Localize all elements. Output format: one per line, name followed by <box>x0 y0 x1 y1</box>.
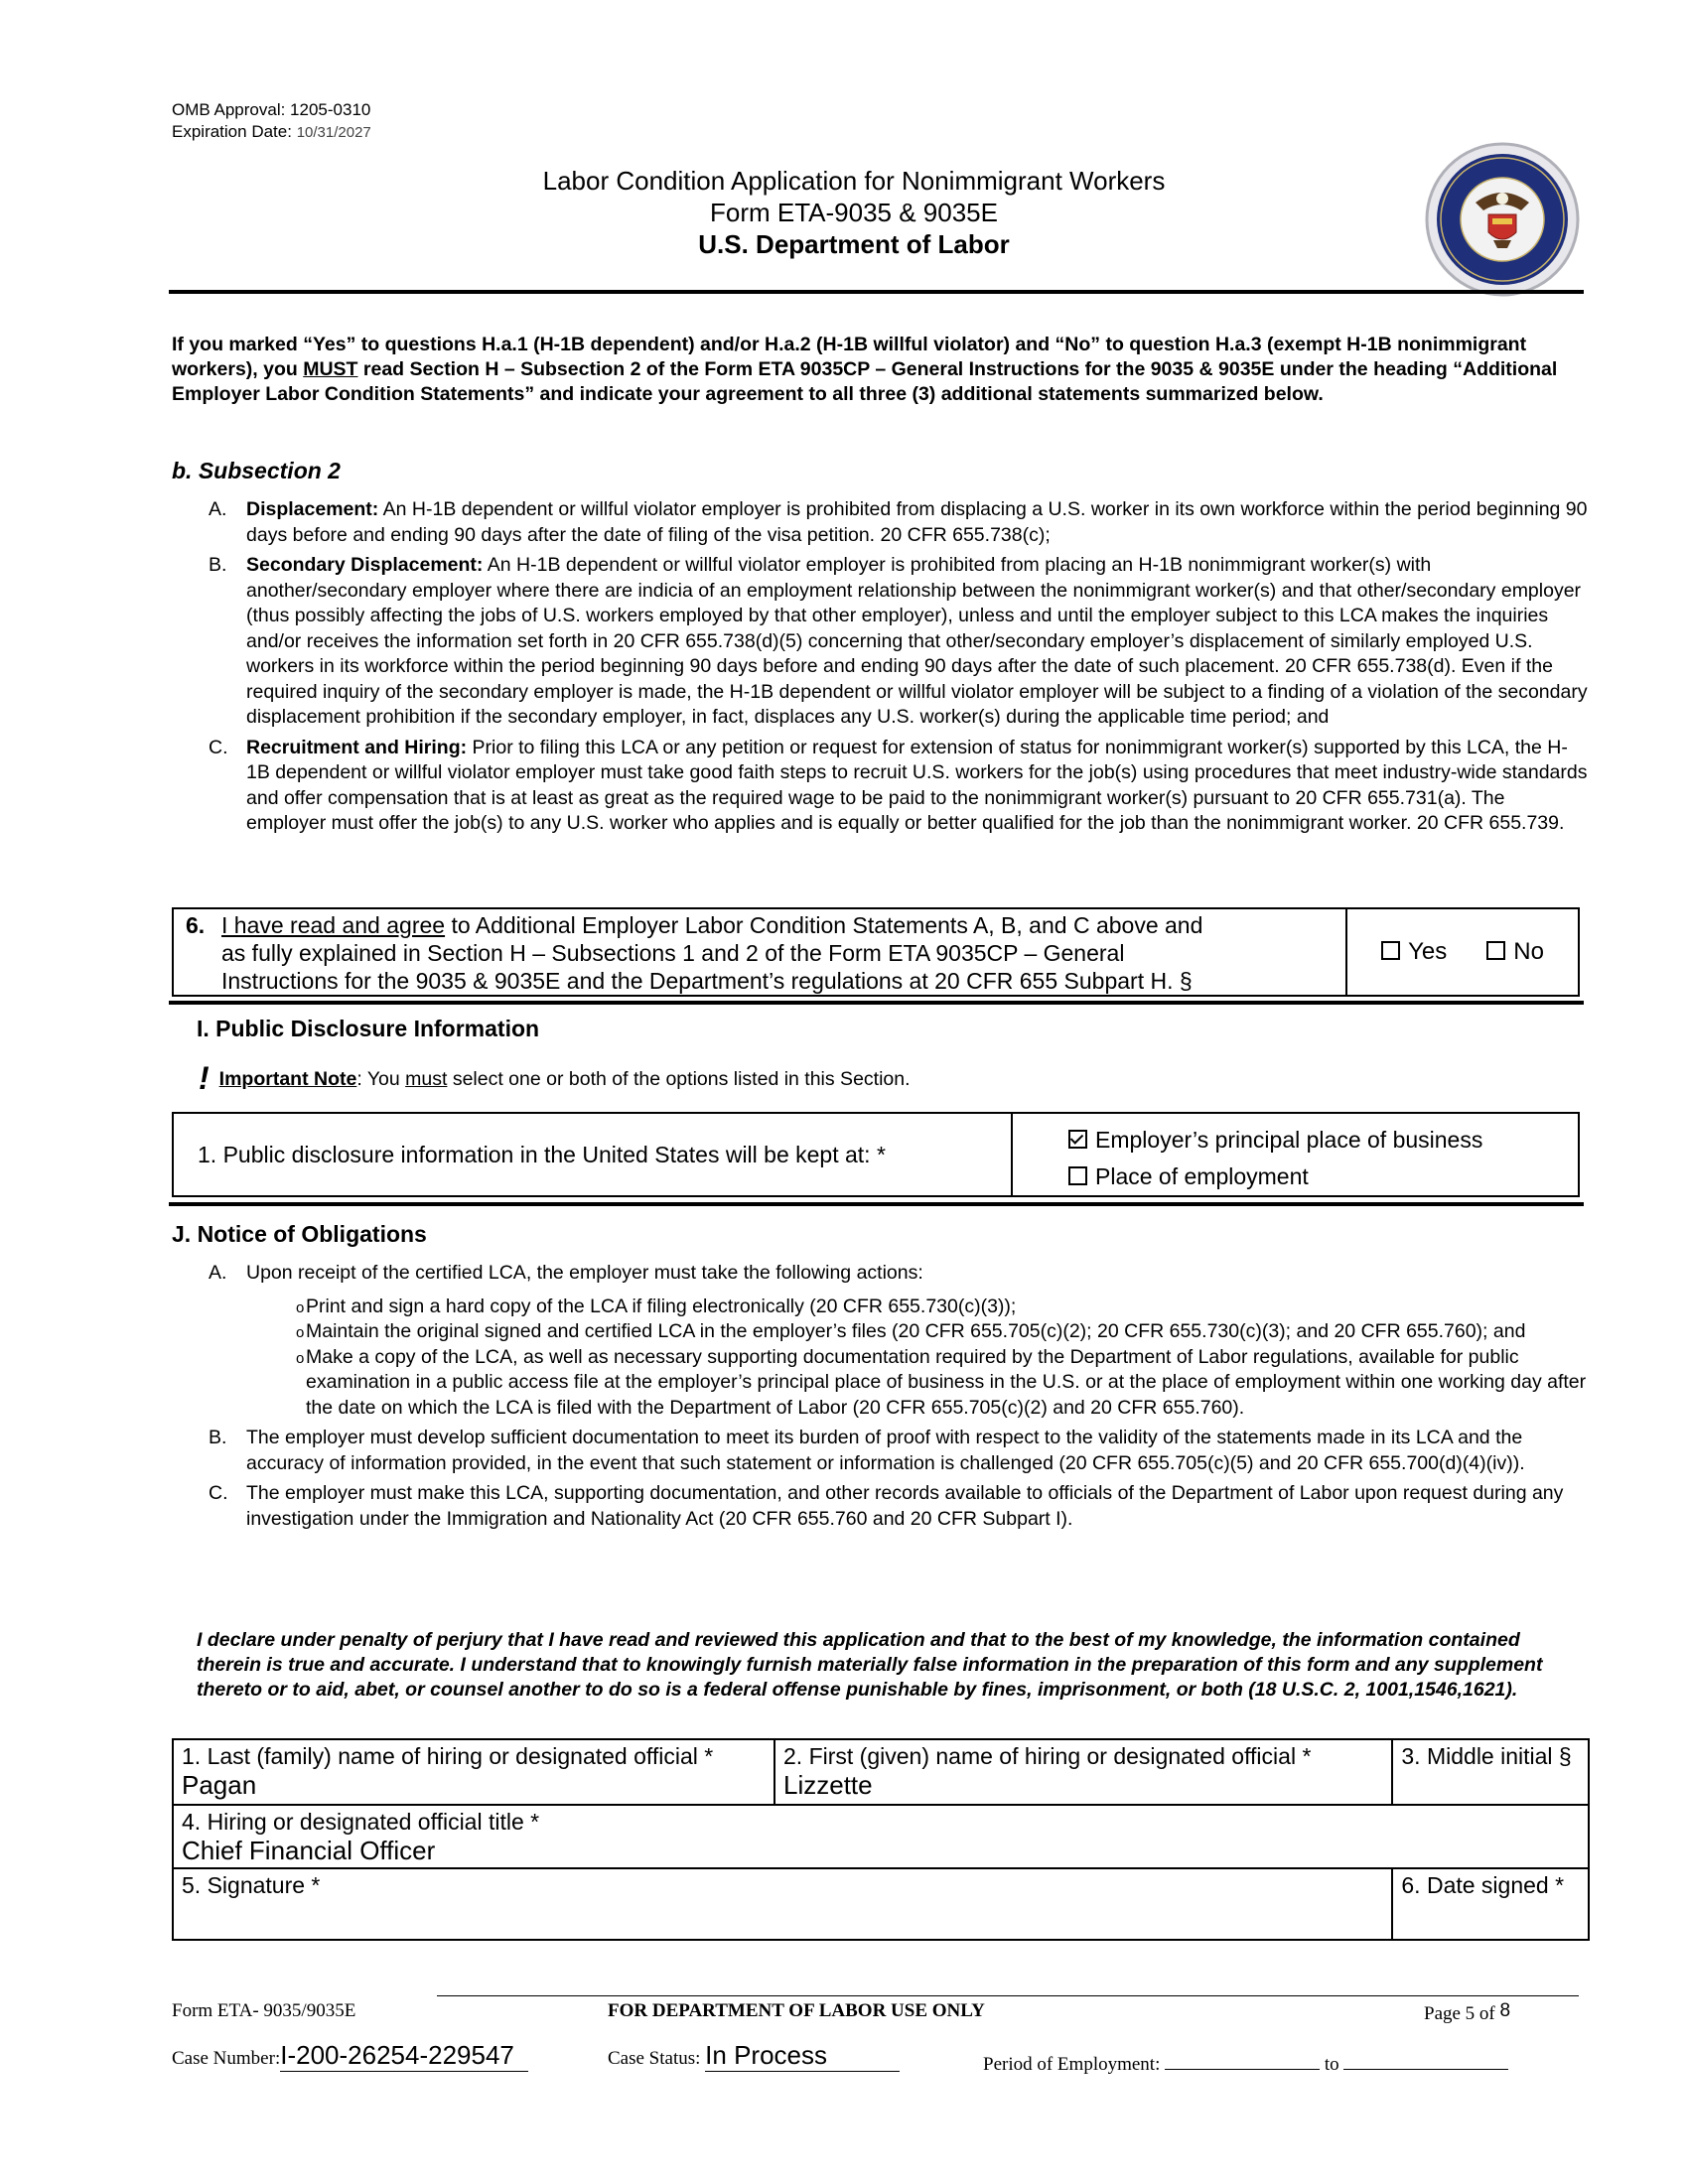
sub-item-text: Maintain the original signed and certified LCA in the employer’s files (20 CFR 655.705(c)(2); 20 CFR 655.730(c)(3); and 20 CFR 655.760); and <box>306 1320 1526 1342</box>
note-text-1: You <box>361 1068 406 1090</box>
important-note-label: Important Note <box>218 1068 357 1090</box>
section-i-heading: I. Public Disclosure Information <box>197 1016 540 1041</box>
list-item <box>209 497 1589 548</box>
period-start-blank[interactable] <box>1165 2051 1320 2070</box>
period-to-label: to <box>1324 2054 1339 2075</box>
item-marker: C. <box>209 736 228 758</box>
item-title: Recruitment and Hiring: <box>246 736 468 758</box>
intro-must: MUST <box>303 358 358 380</box>
page-total: 8 <box>1499 2000 1511 2021</box>
no-checkbox-icon[interactable] <box>1486 941 1505 960</box>
declaration-text: I declare under penalty of perjury that I have read and reviewed this application and that to the best of my knowledge, the information contained therein is true and accurate. I understand that to knowingly furnish materially false information in the preparation of this form and any supplement thereto or to aid, abet, or counsel another to do so is a federal offense punishable by fines, imprisonment, or both (18 U.S.C. 2, 1001,1546,1621). <box>197 1629 1543 1701</box>
q6-line-2: as fully explained in Section H – Subsections 1 and 2 of the Form ETA 9035CP – General <box>221 940 1125 966</box>
principal-place-label: Employer’s principal place of business <box>1095 1127 1483 1153</box>
place-of-employment-checkbox-icon[interactable] <box>1068 1166 1087 1185</box>
item-text: Prior to filing this LCA or any petition or request for extension of status for nonimmigrant worker(s) supported by this LCA, the H-1B dependent or willful violator employer must take good faith steps to recruit U.S. workers for the job(s) using procedures that meet industry-wide standards and offer compensation that is at least as great as the required wage to be paid to the nonimmigrant worker(s) pursuant to 20 CFR 655.731(a). The employer must offer the job(s) to any U.S. worker who applies and is equally or better qualified for the job than the nonimmigrant worker. 20 CFR 655.739. <box>246 736 1588 834</box>
question-6-text <box>173 908 1346 996</box>
yes-checkbox-icon[interactable] <box>1381 941 1400 960</box>
last-name-value: Pagan <box>182 1770 257 1800</box>
item-marker: C. <box>209 1482 228 1504</box>
date-signed-field[interactable]: 6. Date signed * <box>1392 1868 1589 1940</box>
question-6-options <box>1346 908 1579 996</box>
no-label: No <box>1513 938 1544 965</box>
item-marker: A. <box>209 1262 227 1284</box>
intro-text-2: read Section H – Subsection 2 of the Form ETA 9035CP – General Instructions for the 9035 & 9035E under the heading “Additional Employer Labor Condition Statements” and indicate your agreement to all three (3) additional statements summarized below. <box>172 358 1558 405</box>
title-line-2: Form ETA-9035 & 9035E <box>710 198 998 227</box>
section-i-rule <box>169 1001 1584 1005</box>
period-end-blank[interactable] <box>1343 2051 1508 2070</box>
footer-dol-use-only: FOR DEPARTMENT OF LABOR USE ONLY <box>608 2000 985 2021</box>
page-label: Page 5 of <box>1424 2003 1495 2024</box>
intro-instructions <box>172 333 1582 407</box>
bullet-icon: o <box>296 1324 305 1341</box>
expiration-date: 10/31/2027 <box>296 124 371 141</box>
last-name-label: 1. Last (family) name of hiring or designated official * <box>182 1743 714 1769</box>
page-indicator <box>1424 2000 1510 2025</box>
case-number-label: Case Number: <box>172 2048 281 2069</box>
period-of-employment <box>983 2051 1508 2076</box>
item-text: The employer must develop sufficient documentation to meet its burden of proof with respect to the validity of the statements made in its LCA and the accuracy of information provided, in the event that such statement or information is challenged (20 CFR 655.705(c)(5) and 20 CFR 655.700(d)(4)(iv)). <box>246 1427 1525 1474</box>
case-status-value: In Process <box>705 2040 900 2072</box>
list-item <box>209 553 1589 731</box>
case-number <box>172 2040 528 2072</box>
omb-approval: OMB Approval: 1205-0310 <box>172 100 371 119</box>
section-j-heading: J. Notice of Obligations <box>172 1221 427 1247</box>
place-of-employment-label: Place of employment <box>1095 1163 1309 1189</box>
subsection-heading: b. Subsection 2 <box>172 458 341 483</box>
item-text: The employer must make this LCA, supporting documentation, and other records available to officials of the Department of Labor upon request during any investigation under the Immigration and Nationality Act (20 CFR 655.760 and 20 CFR Subpart I). <box>246 1482 1564 1530</box>
principal-place-checkbox-icon[interactable] <box>1068 1130 1087 1149</box>
important-note <box>199 1060 911 1097</box>
note-text-2: select one or both of the options listed in this Section. <box>447 1068 911 1090</box>
period-label: Period of Employment: <box>983 2054 1161 2075</box>
middle-initial-field[interactable] <box>1392 1739 1589 1805</box>
question-6-box <box>172 907 1580 997</box>
question-number: 6. <box>186 912 206 938</box>
yes-option[interactable] <box>1381 938 1447 965</box>
sub-item-text: Make a copy of the LCA, as well as necessary supporting documentation required by the Department of Labor regulations, available for public examination in a public access file at the employer’s principal place of business in the U.S. or at the place of employment within one working day after the date on which the LCA is filed with the Department of Labor (20 CFR 655.705(c)(2) and 20 CFR 655.760). <box>306 1345 1587 1419</box>
principal-place-option[interactable] <box>1068 1122 1578 1159</box>
q6-line-1: to Additional Employer Labor Condition Statements A, B, and C above and <box>445 912 1203 938</box>
bullet-icon: o <box>296 1298 305 1316</box>
list-item <box>209 1345 1589 1422</box>
section-j-rule <box>169 1202 1584 1206</box>
case-status-label: Case Status: <box>608 2048 701 2069</box>
expiration-label: Expiration Date: <box>172 122 292 141</box>
item-text: Upon receipt of the certified LCA, the employer must take the following actions: <box>246 1262 923 1284</box>
title-line-3: U.S. Department of Labor <box>698 229 1010 259</box>
yes-label: Yes <box>1408 938 1448 965</box>
list-item <box>209 736 1589 837</box>
footer-rule <box>437 1995 1579 1996</box>
last-name-field[interactable] <box>173 1739 774 1805</box>
bullet-icon: o <box>296 1349 305 1367</box>
first-name-field[interactable] <box>774 1739 1392 1805</box>
signature-table <box>172 1738 1590 1941</box>
intro-text-1: If you marked “Yes” to questions H.a.1 (H-1B dependent) and/or H.a.2 (H-1B willful violator) and “No” to question H.a.3 (exempt H-1B nonimmigrant workers), you <box>172 334 1527 380</box>
public-disclosure-box <box>172 1112 1580 1197</box>
official-title-value: Chief Financial Officer <box>182 1836 436 1865</box>
signature-field[interactable]: 5. Signature * <box>173 1868 1392 1940</box>
first-name-value: Lizzette <box>783 1770 873 1800</box>
item-text: An H-1B dependent or willful violator employer is prohibited from displacing a U.S. worker in its own workforce within the period beginning 90 days before and ending 90 days after the date of filing of the visa petition. 20 CFR 655.738(c); <box>246 498 1588 546</box>
item-marker: A. <box>209 498 227 520</box>
sub-item-text: Print and sign a hard copy of the LCA if filing electronically (20 CFR 655.730(c)(3)); <box>306 1295 1017 1317</box>
place-of-employment-option[interactable] <box>1068 1159 1578 1195</box>
subsection-list <box>209 497 1589 842</box>
item-text: An H-1B dependent or willful violator employer is prohibited from placing an H-1B nonimmigrant worker(s) with another/secondary employer where there are indicia of an employment relationship between the nonimmigrant worker(s) and that other/secondary employer (thus possibly affecting the jobs of U.S. workers employed by that other employer), unless and until the employer subject to this LCA makes the inquiries and/or receives the information set forth in 20 CFR 655.738(d)(5) concerning that other/secondary employer’s displacement of similarly employed U.S. workers in its workforce within the period beginning 90 days before and ending 90 days after the date of such placement. 20 CFR 655.738(d). Even if the required inquiry of the secondary employer is made, the H-1B dependent or willful violator employer will be subject to a finding of a violation of the secondary displacement prohibition if the secondary employer, in fact, displaces any U.S. worker(s) during the applicable time period; and <box>246 554 1588 728</box>
q6-line-3: Instructions for the 9035 & 9035E and the Department’s regulations at 20 CFR 655 Subpart H. § <box>221 968 1193 994</box>
exclamation-icon: ! <box>199 1060 210 1096</box>
item-title: Secondary Displacement: <box>246 554 484 576</box>
list-item <box>209 1319 1589 1345</box>
obligations-list <box>209 1261 1589 1532</box>
official-title-field[interactable] <box>173 1805 1589 1868</box>
public-disclosure-options <box>1012 1113 1579 1196</box>
public-disclosure-question: 1. Public disclosure information in the United States will be kept at: * <box>173 1113 1012 1196</box>
official-title-label: 4. Hiring or designated official title * <box>182 1809 540 1835</box>
item-title: Displacement: <box>246 498 379 520</box>
list-item <box>209 1295 1589 1320</box>
list-item <box>209 1481 1589 1532</box>
header-rule <box>169 290 1584 294</box>
item-marker: B. <box>209 1427 227 1448</box>
footer-form-id: Form ETA- 9035/9035E <box>172 2000 356 2021</box>
omb-block <box>172 99 371 144</box>
note-must: must <box>405 1068 448 1090</box>
item-marker: B. <box>209 554 227 576</box>
middle-initial-label: 3. Middle initial § <box>1401 1743 1572 1769</box>
no-option[interactable] <box>1486 938 1544 965</box>
case-status <box>608 2040 900 2072</box>
department-of-labor-seal-icon <box>1424 141 1581 298</box>
note-colon: : <box>356 1068 362 1090</box>
list-item <box>209 1426 1589 1476</box>
first-name-label: 2. First (given) name of hiring or designated official * <box>783 1743 1312 1769</box>
form-title <box>377 165 1331 260</box>
title-line-1: Labor Condition Application for Nonimmigrant Workers <box>542 166 1166 196</box>
case-number-value: I-200-26254-229547 <box>280 2040 528 2072</box>
list-item <box>209 1261 1589 1287</box>
agree-text: I have read and agree <box>221 912 446 938</box>
